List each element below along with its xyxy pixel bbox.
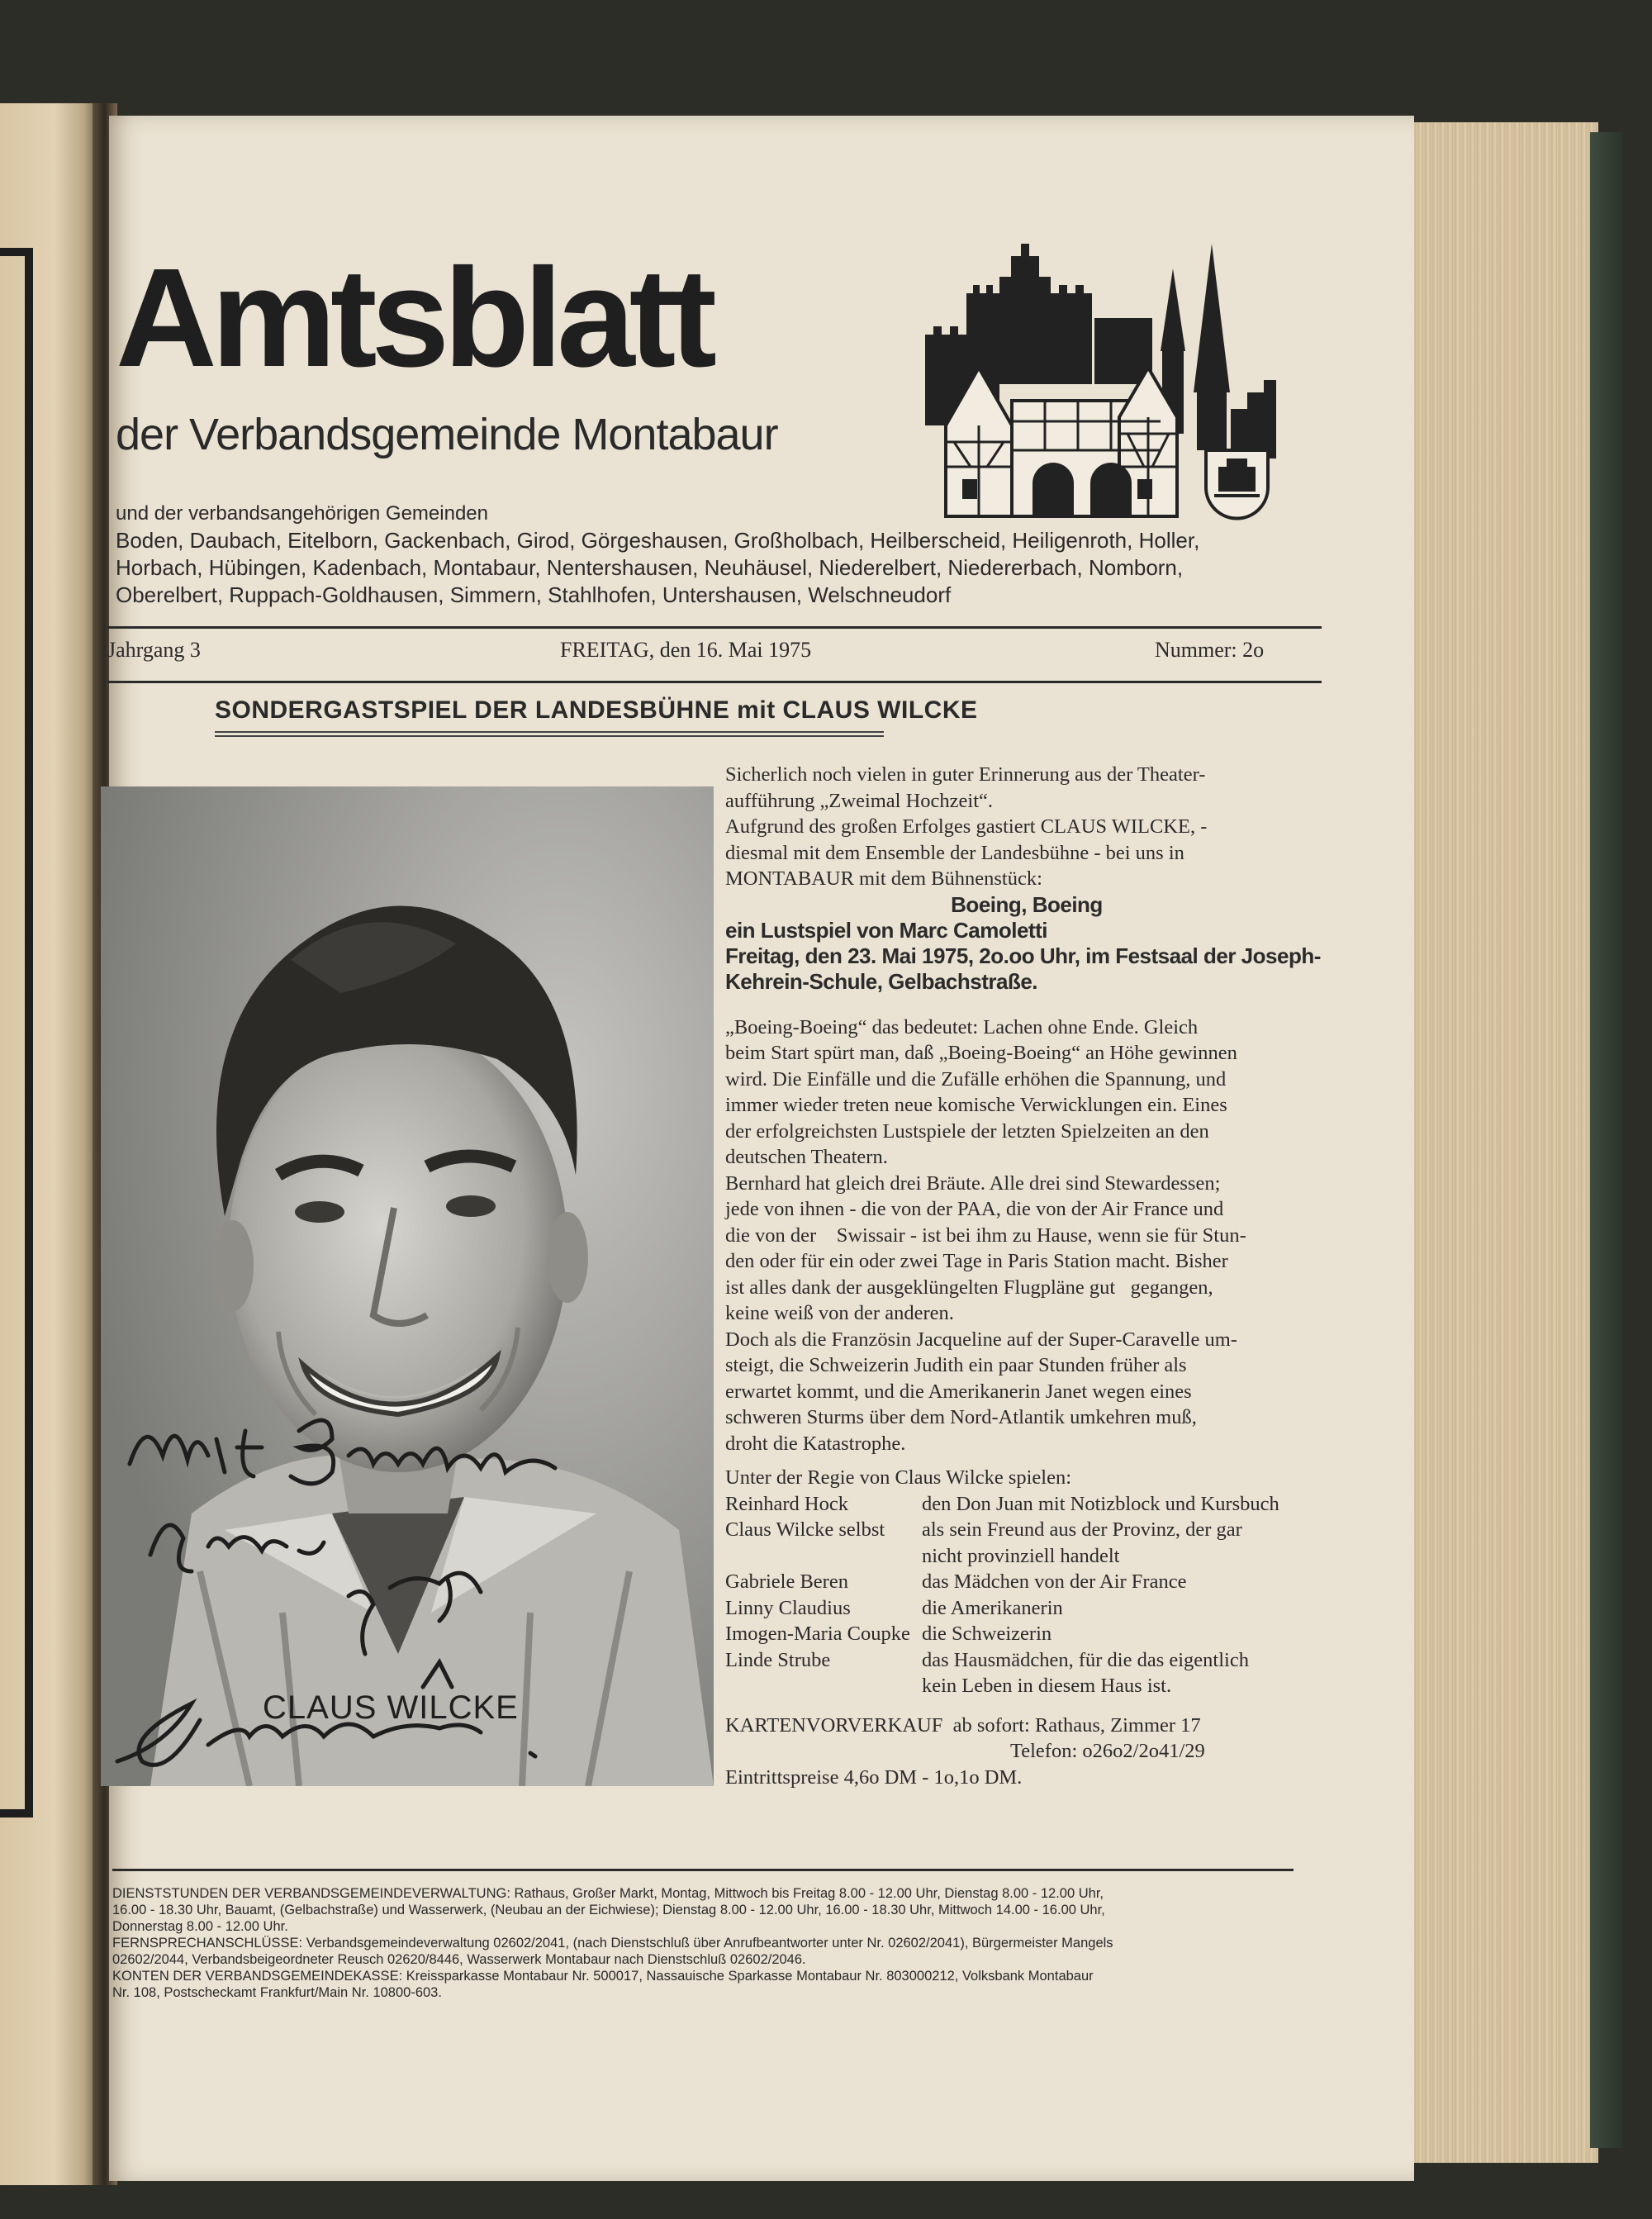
footer-rule: [112, 1869, 1294, 1871]
cast-role: nicht provinziell handelt: [922, 1544, 1120, 1567]
photo-caption: CLAUS WILCKE: [263, 1689, 519, 1726]
body-line: der erfolgreichsten Lustspiele der letzten Spielzeiten an den: [725, 1119, 1209, 1143]
play-info-line: ein Lustspiel von Marc Camoletti: [725, 917, 1047, 943]
body-line: die von der Swissair - ist bei ihm zu Hause, wenn sie für Stun-: [725, 1224, 1246, 1247]
issue-bar: [107, 638, 1322, 668]
article-body: [725, 762, 1328, 1790]
cast-actor: [725, 1543, 922, 1570]
issue-number: Nummer: 2o: [1155, 638, 1265, 662]
members-intro: und der verbandsangehörigen Gemeinden: [116, 502, 488, 525]
cast-actor: [725, 1673, 922, 1699]
cast-actor: Imogen-Maria Coupke: [725, 1623, 910, 1645]
cast-actor: Gabriele Beren: [725, 1570, 848, 1593]
body-line: jede von ihnen - die von der PAA, die von der Air France und: [725, 1198, 1224, 1220]
cast-list: [725, 1491, 1328, 1699]
spacer: [725, 1699, 1328, 1713]
footer-line: Donnerstag 8.00 - 12.00 Uhr.: [112, 1919, 288, 1934]
page-stack-edge: [1408, 122, 1598, 2163]
cast-role: den Don Juan mit Notizblock und Kursbuch: [922, 1492, 1279, 1515]
left-page-frame: [0, 248, 33, 1817]
ticket-phone: Telefon: o26o2/2o41/29: [1010, 1740, 1205, 1762]
footer-line: 02602/2044, Verbandsbeigeordneter Reusch 02620/8446, Wasserwerk Montabaur nach Dienstschluß 02602/2046.: [112, 1952, 806, 1967]
cast-actor: Reinhard Hock: [725, 1492, 848, 1515]
members-line: Boden, Daubach, Eitelborn, Gackenbach, Girod, Görgeshausen, Großholbach, Heilberscheid, Heiligenroth, Holler,: [116, 528, 1200, 553]
body-line: den oder für ein oder zwei Tage in Paris Station macht. Bisher: [725, 1250, 1228, 1272]
cast-role: als sein Freund aus der Provinz, der gar: [922, 1518, 1242, 1541]
ticket-info: [725, 1713, 1328, 1791]
montabaur-skyline-crest-icon: [921, 219, 1276, 525]
body-line: beim Start spürt man, daß „Boeing-Boeing“ an Höhe gewinnen: [725, 1042, 1237, 1064]
cast-role: die Amerikanerin: [922, 1596, 1063, 1619]
masthead-title: Amtsblatt: [116, 240, 711, 397]
article-intro-line: aufführung „Zweimal Hochzeit“.: [725, 789, 994, 812]
body-line: Doch als die Französin Jacqueline auf der Super-Caravelle um-: [725, 1328, 1237, 1351]
body-line: „Boeing-Boeing“ das bedeutet: Lachen ohne Ende. Gleich: [725, 1015, 1199, 1038]
administration-footer: [112, 1885, 1318, 2001]
footer-line: DIENSTSTUNDEN DER VERBANDSGEMEINDEVERWALTUNG: Rathaus, Großer Markt, Montag, Mittwoch bis Freitag 8.00 - 12.00 Uhr, Dienstag 8.00 - 12.00 Uhr,: [112, 1886, 1104, 1901]
article-intro-line: diesmal mit dem Ensemble der Landesbühne - bei uns in: [725, 841, 1184, 864]
article-intro-line: Aufgrund des großen Erfolges gastiert CLAUS WILCKE, -: [725, 815, 1208, 838]
cast-actor: Linde Strube: [725, 1648, 831, 1671]
members-line: Oberelbert, Ruppach-Goldhausen, Simmern, Stahlhofen, Untershausen, Welschneudorf: [116, 582, 952, 607]
spacer: [725, 995, 1328, 1014]
member-municipalities: [116, 500, 1313, 609]
body-line: Bernhard hat gleich drei Bräute. Alle drei sind Stewardessen;: [725, 1171, 1221, 1195]
issue-date: FREITAG, den 16. Mai 1975: [560, 638, 812, 662]
footer-line: 16.00 - 18.30 Uhr, Bauamt, (Gelbachstraße) und Wasserwerk, (Neubau an der Eichwiese); Dienstag 8.00 - 12.00 Uhr, 16.00 - 18.30 Uhr, Mittwoch 14.00 - 16.00 Uhr,: [112, 1903, 1105, 1917]
ticket-presale: KARTENVORVERKAUF ab sofort: Rathaus, Zimmer 17: [725, 1713, 1201, 1737]
play-info-line: Kehrein-Schule, Gelbachstraße.: [725, 968, 1038, 994]
cast-role: die Schweizerin: [922, 1623, 1052, 1645]
handwritten-dedication: [101, 786, 714, 1786]
cast-intro: Unter der Regie von Claus Wilcke spielen:: [725, 1466, 1072, 1489]
article-heading-underline: [215, 731, 884, 737]
body-line: ist alles dank der ausgeklüngelten Flugpläne gut gegangen,: [725, 1276, 1213, 1299]
cast-actor: Linny Claudius: [725, 1596, 851, 1619]
volume-label: Jahrgang 3: [107, 638, 201, 662]
book-cover-edge: [1590, 132, 1623, 2148]
masthead-rule: [107, 626, 1322, 629]
ticket-prices: Eintrittspreise 4,6o DM - 1o,1o DM.: [725, 1765, 1023, 1789]
cast-actor: Claus Wilcke selbst: [725, 1518, 885, 1541]
cast-role: das Mädchen von der Air France: [922, 1570, 1187, 1593]
body-line: immer wieder treten neue komische Verwicklungen ein. Eines: [725, 1094, 1227, 1116]
body-line: erwartet kommt, und die Amerikanerin Janet wegen eines: [725, 1380, 1192, 1403]
article-intro-line: Sicherlich noch vielen in guter Erinnerung aus der Theater-: [725, 763, 1206, 786]
members-line: Horbach, Hübingen, Kadenbach, Montabaur, Nentershausen, Neuhäusel, Niederelbert, Niedererbach, Nomborn,: [116, 555, 1184, 580]
body-line: schweren Sturms über dem Nord-Atlantik umkehren muß,: [725, 1406, 1197, 1428]
article-heading: SONDERGASTSPIEL DER LANDESBÜHNE mit CLAUS WILCKE: [215, 696, 978, 724]
footer-line: FERNSPRECHANSCHLÜSSE: Verbandsgemeindeverwaltung 02602/2041, (nach Dienstschluß über Anrufbeantworter unter Nr. 02602/2041), Bürgermeister Mangels: [112, 1936, 1113, 1951]
play-title: Boeing, Boeing: [951, 891, 1103, 917]
body-line: keine weiß von der anderen.: [725, 1302, 954, 1324]
article-intro-line: MONTABAUR mit dem Bühnenstück:: [725, 867, 1042, 890]
footer-line: KONTEN DER VERBANDSGEMEINDEKASSE: Kreissparkasse Montabaur Nr. 500017, Nassauische Sparkasse Montabaur Nr. 803000212, Volksbank Montabaur: [112, 1969, 1094, 1984]
cast-role: kein Leben in diesem Haus ist.: [922, 1675, 1172, 1697]
issue-bar-rule: [107, 681, 1322, 683]
play-info-line: Freitag, den 23. Mai 1975, 2o.oo Uhr, im Festsaal der Joseph-: [725, 943, 1321, 968]
footer-line: Nr. 108, Postscheckamt Frankfurt/Main Nr. 10800-603.: [112, 1985, 442, 2000]
actor-photo: [101, 786, 714, 1786]
spacer: [725, 1456, 1328, 1465]
body-line: deutschen Theatern.: [725, 1146, 888, 1168]
body-line: steigt, die Schweizerin Judith ein paar Stunden früher als: [725, 1354, 1187, 1376]
body-line: wird. Die Einfälle und die Zufälle erhöhen die Spannung, und: [725, 1067, 1227, 1090]
cast-role: das Hausmädchen, für die das eigentlich: [922, 1648, 1249, 1671]
masthead-subtitle: der Verbandsgemeinde Montabaur: [116, 410, 778, 459]
body-line: droht die Katastrophe.: [725, 1432, 906, 1455]
